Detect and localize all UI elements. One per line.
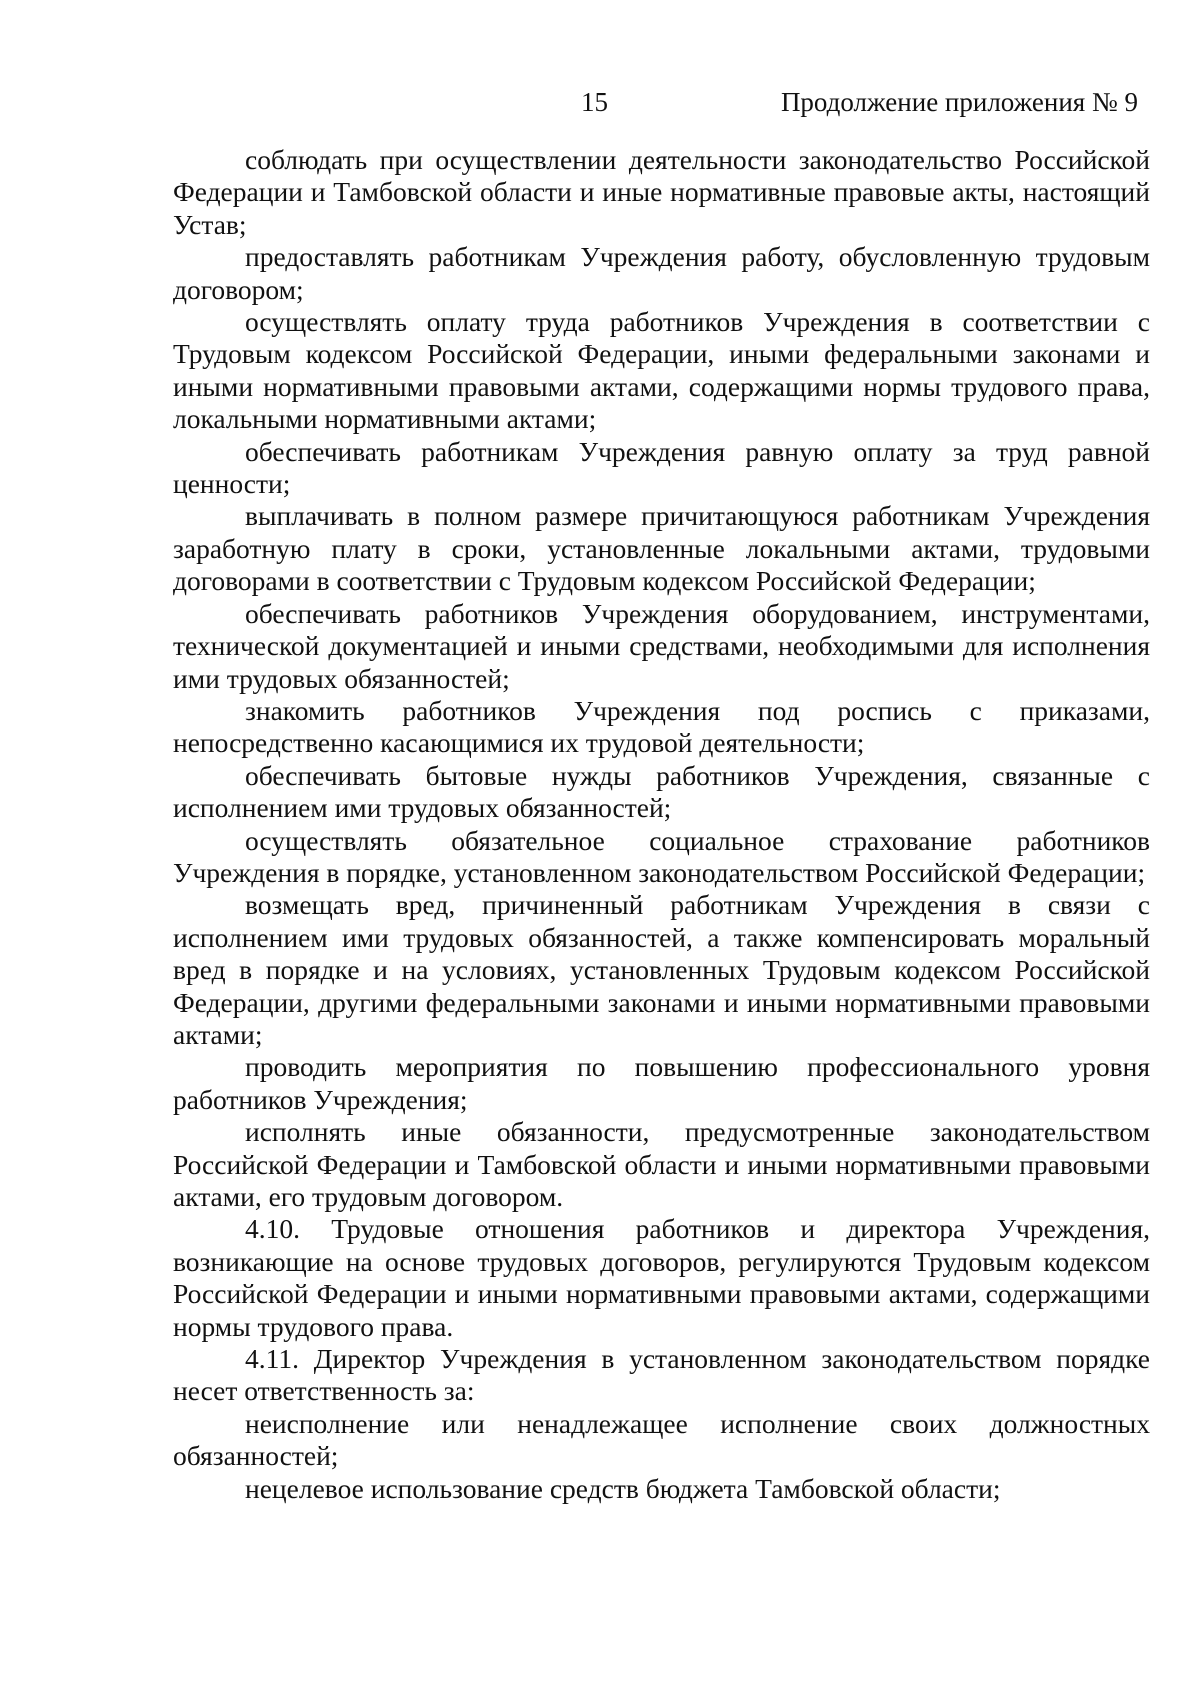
paragraph: предоставлять работникам Учреждения работу, обусловленную трудовым договором; [173,241,1150,305]
paragraph: обеспечивать работников Учреждения оборудованием, инструментами, технической документацией и иными средствами, необходимыми для исполнения ими трудовых обязанностей; [173,597,1150,694]
paragraph: соблюдать при осуществлении деятельности законодательство Российской Федерации и Тамбовской области и иные нормативные правовые акты, настоящий Устав; [173,144,1150,240]
paragraph-section-4-10: 4.10. Трудовые отношения работников и директора Учреждения, возникающие на основе трудовых договоров, регулируются Трудовым кодексом Российской Федерации и иными нормативными правовыми актами, содержащими нормы трудового права. [173,1213,1150,1342]
document-body [173,144,1150,1505]
paragraph: выплачивать в полном размере причитающуюся работникам Учреждения заработную плату в сроки, установленные локальными актами, трудовыми договорами в соответствии с Трудовым кодексом Российской Федерации; [173,500,1150,597]
paragraph: знакомить работников Учреждения под роспись с приказами, непосредственно касающимися их трудовой деятельности; [173,694,1150,759]
paragraph: исполнять иные обязанности, предусмотренные законодательством Российской Федерации и Тамбовской области и иными нормативными правовыми актами, его трудовым договором. [173,1116,1150,1212]
paragraph: осуществлять обязательное социальное страхование работников Учреждения в порядке, установленном законодательством Российской Федерации; [173,824,1150,888]
paragraph: возмещать вред, причиненный работникам Учреждения в связи с исполнением ими трудовых обязанностей, а также компенсировать моральный вред в порядке и на условиях, установленных Трудовым кодексом Российской Федерации, другими федеральными законами и иными нормативными правовыми актами; [173,889,1150,1050]
paragraph: проводить мероприятия по повышению профессионального уровня работников Учреждения; [173,1051,1150,1115]
paragraph: обеспечивать бытовые нужды работников Учреждения, связанные с исполнением ими трудовых обязанностей; [173,759,1150,824]
paragraph: осуществлять оплату труда работников Учреждения в соответствии с Трудовым кодексом Российской Федерации, иными федеральными законами и иными нормативными правовыми актами, содержащими нормы трудового права, локальными нормативными актами; [173,306,1150,435]
page-header [173,82,1150,122]
paragraph: неисполнение или ненадлежащее исполнение своих должностных обязанностей; [173,1407,1150,1472]
page-number: 15 [581,87,608,117]
appendix-continuation-label: Продолжение приложения № 9 [780,87,1138,117]
paragraph-section-4-11: 4.11. Директор Учреждения в установленном законодательством порядке несет ответственность за: [173,1343,1150,1407]
paragraph: обеспечивать работникам Учреждения равную оплату за труд равной ценности; [173,435,1150,500]
paragraph: нецелевое использование средств бюджета Тамбовской области; [245,1472,1001,1504]
